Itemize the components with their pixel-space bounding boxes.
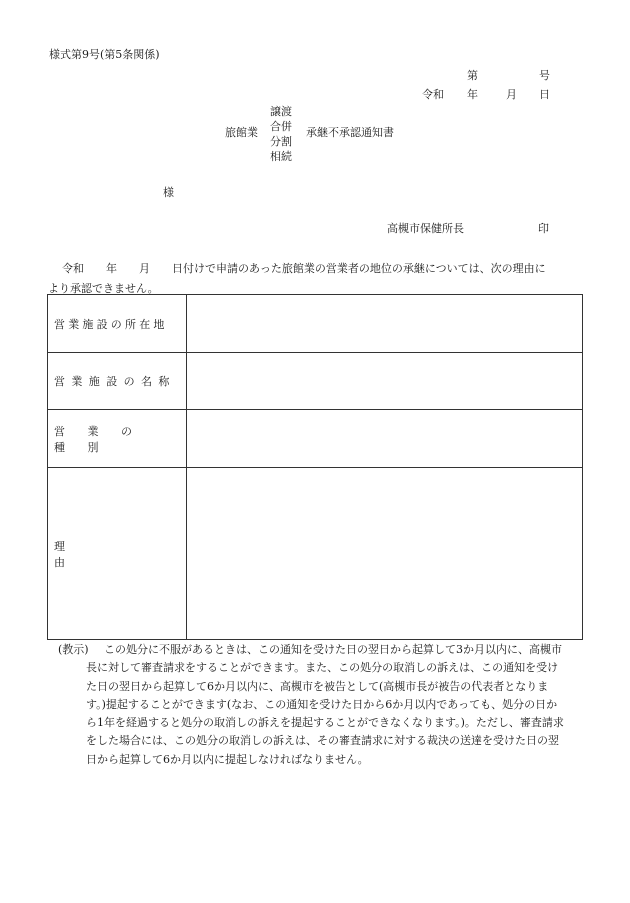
info-table xyxy=(47,294,583,640)
document-title: 承継不承認通知書 xyxy=(306,126,394,139)
table-row-name xyxy=(48,353,583,410)
value-facility-name[interactable] xyxy=(187,353,583,410)
label-facility-name: 営業施設の名称 xyxy=(54,375,176,388)
method-merger: 合併 xyxy=(270,120,292,133)
label-business-type: 営業の種別 xyxy=(54,424,155,454)
body-text xyxy=(48,259,583,299)
label-reason: 理由 xyxy=(54,539,160,569)
label-cell xyxy=(48,410,187,468)
date-year: 年 xyxy=(467,88,478,101)
issuer-name: 高槻市保健所長 xyxy=(387,222,464,235)
addressee-suffix: 様 xyxy=(163,186,174,199)
label-cell xyxy=(48,468,187,640)
number-dai: 第 xyxy=(467,69,478,82)
body-line-2: より承認できません。 xyxy=(48,282,159,295)
value-reason[interactable] xyxy=(187,468,583,640)
table-row-reason xyxy=(48,468,583,640)
value-business-type[interactable] xyxy=(187,410,583,468)
notice-heading: (教示) xyxy=(58,643,89,656)
body-line-1: 令和 年 月 日付けで申請のあった旅館業の営業者の地位の承継については、次の理由に xyxy=(62,262,546,275)
table-row-type xyxy=(48,410,583,468)
table-row-location xyxy=(48,295,583,353)
label-location: 営業施設の所在地 xyxy=(54,317,168,331)
label-cell xyxy=(48,353,187,410)
method-split: 分割 xyxy=(270,135,292,148)
business-kind: 旅館業 xyxy=(225,126,258,139)
label-cell xyxy=(48,295,187,353)
method-transfer: 譲渡 xyxy=(270,105,292,118)
date-day: 日 xyxy=(539,88,550,101)
value-location[interactable] xyxy=(187,295,583,353)
number-go: 号 xyxy=(539,69,550,82)
date-month: 月 xyxy=(506,88,517,101)
issuer-seal: 印 xyxy=(538,222,549,235)
notice-text: この処分に不服があるときは、この通知を受けた日の翌日から起算して3か月以内に、高槻市長に対して審査請求をすることができます。また、この処分の取消しの訴えは、この通知を受けた日の翌日から起算して6か月以内に、高槻市を被告として(高槻市長が被告の代表者となります。)提起することができます(なお、この通知を受けた日から6か月以内であっても、処分の日から1年を経過すると処分の取消しの訴えを提起することができなくなります。)。ただし、審査請求をした場合には、この処分の取消しの訴えは、その審査請求に対する裁決の送達を受けた日の翌日から起算して6か月以内に提起しなければなりません。 xyxy=(86,643,564,766)
succession-methods xyxy=(270,104,292,164)
form-number: 様式第9号(第5条関係) xyxy=(49,48,160,61)
date-era: 令和 xyxy=(422,88,444,101)
method-inheritance: 相続 xyxy=(270,150,292,163)
